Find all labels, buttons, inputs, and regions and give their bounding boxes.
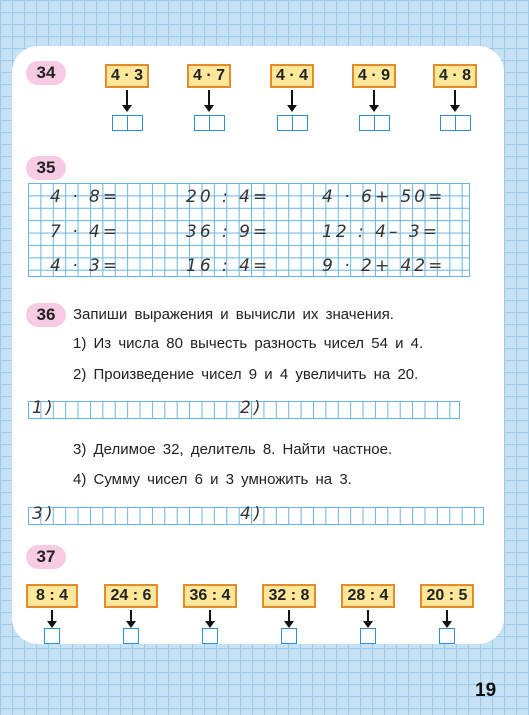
- ex35-r3-c2: 16 : 4=: [186, 256, 271, 276]
- ex34-expression-1: 4 · 3: [105, 64, 149, 88]
- ex34-arrow-1: [126, 90, 128, 107]
- ex34-arrow-3: [291, 90, 293, 107]
- ex37-arrow-4: [288, 610, 290, 623]
- ex34-expression-3: 4 · 4: [270, 64, 314, 88]
- ex37-arrow-3: [209, 610, 211, 623]
- ex37-expression-3: 36 : 4: [183, 584, 237, 608]
- ex35-r2-c1: 7 · 4=: [50, 222, 121, 242]
- ex37-arrow-2: [130, 610, 132, 623]
- ex37-answer-cell-3[interactable]: [202, 628, 218, 644]
- page-number: 19: [475, 680, 497, 701]
- ex37-answer-cell-5[interactable]: [360, 628, 376, 644]
- ex35-r1-c3: 4 · 6+ 50=: [322, 187, 446, 207]
- exercise-35-badge: 35: [26, 156, 66, 180]
- ex37-answer-cell-1[interactable]: [44, 628, 60, 644]
- ex36-task-4: 4) Сумму чисел 6 и 3 умножить на 3.: [73, 471, 352, 488]
- ex37-expression-5: 28 : 4: [341, 584, 395, 608]
- ex36-instruction: Запиши выражения и вычисли их значения.: [73, 306, 394, 323]
- ex35-r3-c1: 4 · 3=: [50, 256, 121, 276]
- ex37-arrow-6: [446, 610, 448, 623]
- ex37-expression-4: 32 : 8: [262, 584, 316, 608]
- ex36-answer-label-4: 4): [240, 504, 264, 524]
- ex34-arrow-4: [373, 90, 375, 107]
- ex35-r1-c1: 4 · 8=: [50, 187, 121, 207]
- ex34-expression-2: 4 · 7: [187, 64, 231, 88]
- ex34-arrow-5: [454, 90, 456, 107]
- exercise-37-badge: 37: [26, 545, 66, 569]
- ex34-answer-cells-1[interactable]: [112, 115, 143, 131]
- ex36-answer-label-3: 3): [32, 504, 56, 524]
- ex36-answer-label-1: 1): [32, 398, 56, 418]
- ex34-answer-cells-5[interactable]: [440, 115, 471, 131]
- ex37-answer-cell-6[interactable]: [439, 628, 455, 644]
- exercise-34-badge: 34: [26, 61, 66, 85]
- ex34-arrow-2: [208, 90, 210, 107]
- ex35-r2-c2: 36 : 9=: [186, 222, 271, 242]
- ex37-expression-6: 20 : 5: [420, 584, 474, 608]
- ex35-r2-c3: 12 : 4– 3=: [322, 222, 440, 242]
- ex34-expression-4: 4 · 9: [352, 64, 396, 88]
- ex37-expression-1: 8 : 4: [26, 584, 78, 608]
- ex36-task-2: 2) Произведение чисел 9 и 4 увеличить на 20.: [73, 366, 419, 383]
- ex37-expression-2: 24 : 6: [104, 584, 158, 608]
- ex34-expression-5: 4 · 8: [433, 64, 477, 88]
- ex34-answer-cells-2[interactable]: [194, 115, 225, 131]
- ex37-arrow-5: [367, 610, 369, 623]
- ex37-answer-cell-4[interactable]: [281, 628, 297, 644]
- ex36-answer-label-2: 2): [240, 398, 264, 418]
- ex37-answer-cell-2[interactable]: [123, 628, 139, 644]
- ex35-r3-c3: 9 · 2+ 42=: [322, 256, 446, 276]
- exercise-36-badge: 36: [26, 303, 66, 327]
- ex37-arrow-1: [51, 610, 53, 623]
- ex34-answer-cells-4[interactable]: [359, 115, 390, 131]
- ex34-answer-cells-3[interactable]: [277, 115, 308, 131]
- ex35-r1-c2: 20 : 4=: [186, 187, 271, 207]
- ex36-task-3: 3) Делимое 32, делитель 8. Найти частное.: [73, 441, 393, 458]
- ex36-task-1: 1) Из числа 80 вычесть разность чисел 54 и 4.: [73, 335, 424, 352]
